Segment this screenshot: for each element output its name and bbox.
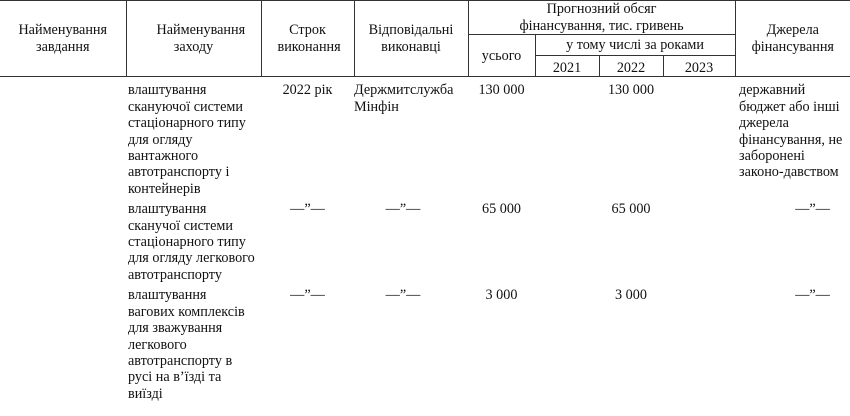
total-cell: 65 000	[481, 201, 521, 218]
header-measure-name: Найменування заходу	[126, 1, 261, 77]
measure-cell: влаштування сканучої системи стаціонарного типу для огляду легкового автотранспорту	[128, 201, 255, 283]
task-name-cell	[0, 197, 126, 283]
header-year-2023: 2023	[663, 56, 735, 77]
source-cell: —”—	[795, 287, 830, 304]
header-total: усього	[468, 35, 535, 77]
year-2021-cell	[535, 77, 599, 197]
year-2022-cell: 65 000	[611, 201, 651, 218]
header-task-name: Найменування завдання	[0, 1, 126, 77]
table-row	[0, 283, 850, 402]
year-2021-cell	[535, 283, 599, 402]
term-cell: 2022 рік	[282, 82, 333, 99]
source-cell: державний бюджет або інші джерела фінансування, не заборонені законо-давством	[739, 82, 843, 181]
responsible-cell: —”—	[385, 287, 421, 304]
year-2023-cell	[663, 283, 735, 402]
measure-cell: влаштування скануючої системи стаціонарного типу для огляду вантажного автотранспорту і контейнерів	[128, 82, 246, 197]
table-row	[0, 197, 850, 283]
header-by-years: у тому числі за роками	[535, 35, 735, 56]
year-2021-cell	[535, 197, 599, 283]
year-2023-cell	[663, 77, 735, 197]
header-responsible: Відповідальні виконавці	[354, 1, 468, 77]
term-cell: —”—	[290, 201, 325, 218]
responsible-cell: —”—	[385, 201, 421, 218]
header-term: Строк виконання	[261, 1, 354, 77]
term-cell: —”—	[290, 287, 325, 304]
year-2022-cell: 130 000	[607, 82, 655, 99]
header-financing-volume: Прогнозний обсяг фінансування, тис. гривень	[468, 1, 735, 35]
task-name-cell	[0, 283, 126, 402]
header-year-2022: 2022	[599, 56, 663, 77]
source-cell: —”—	[795, 201, 830, 218]
header-sources: Джерела фінансування	[735, 1, 850, 77]
measure-cell: влаштування вагових комплексів для зважування легкового автотранспорту в русі на в’їзді та виїзді	[128, 287, 245, 402]
total-cell: 3 000	[485, 287, 518, 304]
task-name-cell	[0, 77, 126, 197]
responsible-cell: Держмитслужба Мінфін	[354, 82, 454, 115]
year-2023-cell	[663, 197, 735, 283]
total-cell: 130 000	[478, 82, 525, 99]
header-year-2021: 2021	[535, 56, 599, 77]
table-row	[0, 77, 850, 197]
year-2022-cell: 3 000	[615, 287, 647, 304]
